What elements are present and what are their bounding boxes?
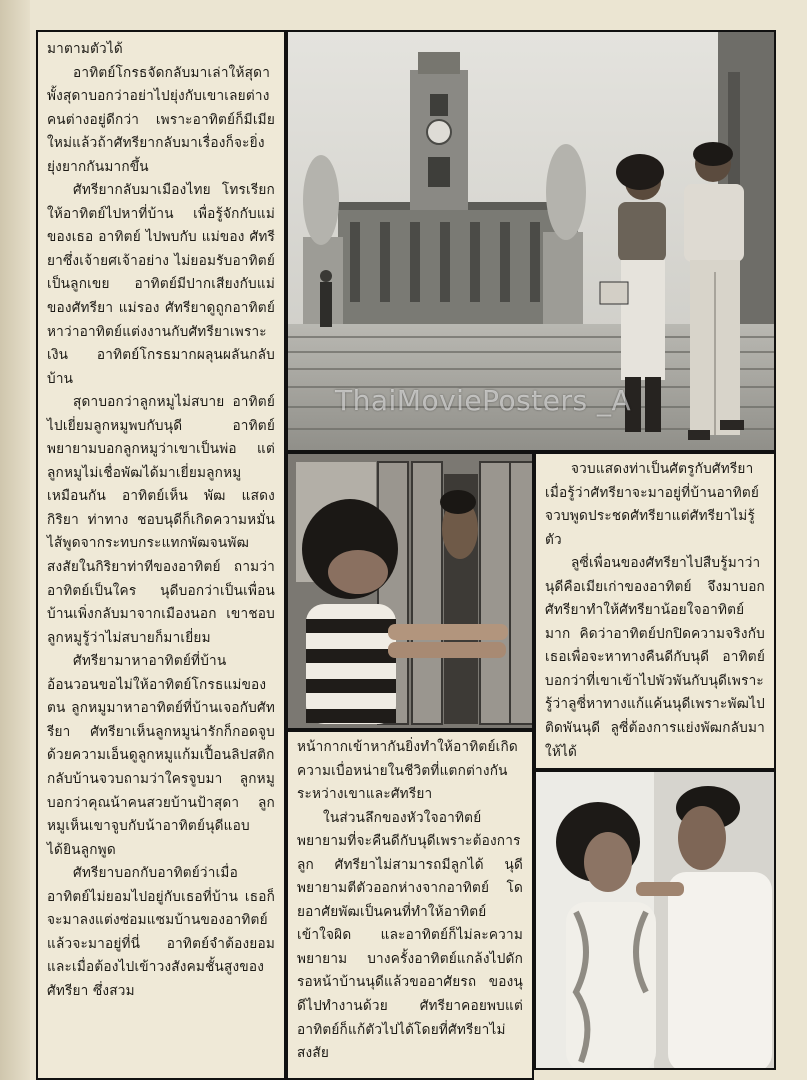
text-column-middle (286, 730, 534, 1080)
paragraph-middle-2: ในส่วนลึกของหัวใจอาทิตย์พยายามที่จะคืนดีกับนุดีเพราะต้องการลูก ศัทรียาไม่สามารถมีลูกได้ นุดีพยายามตีตัวออกห่างจากอาทิตย์ โดยอาศัยพัฒเป็นคนที่ทำให้อาทิตย์เข้าใจผิด และอาทิตย์ก็ไม่ละความพยายาม บางครั้งอาทิตย์แกล้งไปดักรอหน้าบ้านนุดีแล้วขออาศัยรถ ของนุดีไปทำงานด้วย ศัทรียาคอยพบแต่อาทิตย์ก็แก้ตัวไปได้โดยที่ศัทรียาไม่สงสัย (297, 809, 523, 1062)
paragraph-1: มาตามตัวได้ (47, 41, 123, 57)
paragraph-6: ศัทรียาบอกกับอาทิตย์ว่าเมื่ออาทิตย์ไม่ยอมไปอยู่กับเธอที่บ้าน เธอก็จะมาลงแต่งซ่อมแซมบ้านของอาทิตย์แล้วจะมาอยู่ที่นี่ อาทิตย์จำต้องยอมและเมื่อต้องไปเข้าวงสังคมชั้นสูงของศัทรียา ซึ่งสวม (47, 865, 275, 999)
page-edge (0, 0, 30, 1080)
photo-couple-closeup (534, 770, 776, 1070)
text-column-left (36, 30, 286, 1080)
photo-couple-steps (286, 30, 776, 452)
paragraph-right-2: ลูซี่เพื่อนของศัทรียาไปสืบรู้มาว่านุดีคือเมียเก่าของอาทิตย์ จึงมาบอกศัทรียาทำให้ศัทรียาน้อยใจอาทิตย์มาก คิดว่าอาทิตย์ปกปิดความจริงกับเธอเพื่อจะหาทางคืนดีกับนุดี อาทิตย์บอกว่าที่เขาเข้าไปพัวพันกับนุดีเพราะรู้ว่าลูซี่หาทางแก้แค้นนุดีเพราะพัฒไปติดพันนุดี ลูซี่ต้องการแย่งพัฒกลับมาให้ได้ (545, 555, 765, 760)
photo-boy-fence-image (288, 454, 534, 730)
paragraph-2: อาทิตย์โกรธจัดกลับมาเล่าให้สุดาพั้งสุดาบอกว่าอย่าไปยุ่งกับเขาเลยต่างคนต่างอยู่ดีกว่า เพราะอาทิตย์ก็มีเมียใหม่แล้วถ้าศัทรียากลับมาเรื่องก็จะยิ่งยุ่งยากกันมากขึ้น (47, 64, 275, 175)
photo-couple-closeup-image (536, 772, 776, 1070)
text-column-right (534, 452, 776, 770)
photo-boy-fence (286, 452, 534, 730)
watermark-text: ThaiMoviePosters _A (335, 384, 632, 417)
paragraph-middle-1: หน้ากากเข้าหากันยิ่งทำให้อาทิตย์เกิดความเบื่อหน่ายในชีวิตที่แตกต่างกันระหว่างเขาและศัทรียา (297, 739, 518, 803)
paragraph-4: สุดาบอกว่าลูกหมูไม่สบาย อาทิตย์ไปเยี่ยมลูกหมูพบกับนุดี อาทิตย์พยายามบอกลูกหมูว่าเขาเป็นพ่อ แต่ลูกหมูไม่เชื่อพัฒได้มาเยี่ยมลูกหมูเหมือนกัน อาทิตย์เห็น พัฒ แสดง กิริยา ท่าทาง ชอบนุดีก็เกิดความหมั่นไส้พูดจากระทบกระแทกพัฒจนพัฒสงสัยในกิริยาท่าทีของอาทิตย์ ถามว่าอาทิตย์เป็นใคร นุดีบอกว่าเป็นเพื่อนบ้านเพิ่งกลับมาจากเมืองนอก เขาชอบลูกหมูรู้ว่าไม่สบายก็มาเยี่ยม (47, 394, 275, 646)
paragraph-5: ศัทรียามาหาอาทิตย์ที่บ้านอ้อนวอนขอไม่ให้อาทิตย์โกรธแม่ของตน ลูกหมูมาหาอาทิตย์ที่บ้านเจอกับศัทรียา ศัทรียาเห็นลูกหมูน่ารักก็กอดจูบด้วยความเอ็นดูลูกหมูแก้มเปื้อนลิปสติกกลับบ้านจวบถามว่าใครจูบมา ลูกหมูบอกว่าคุณน้าคนสวยบ้านป้าสุดา ลูกหมูเห็นเขาจูบกับน้าอาทิตย์นุดีแอบได้ยินลูกพูด (47, 653, 275, 858)
paragraph-right-1: จวบแสดงท่าเป็นศัตรูกับศัทรียา เมื่อรู้ว่าศัทรียาจะมาอยู่ที่บ้านอาทิตย์ จวบพูดประชดศัทรียาแต่ศัทรียาไม่รู้ตัว (545, 461, 760, 548)
paragraph-3: ศัทรียากลับมาเมืองไทย โทรเรียกให้อาทิตย์ไปหาที่บ้าน เพื่อรู้จักกับแม่ของเธอ อาทิตย์ ไปพบกับ แม่ของ ศัทรียาซึ่งเจ้ายศเจ้าอย่าง ไม่ยอมรับอาทิตย์เป็นลูกเขย อาทิตย์มีปากเสียงกับแม่ของศัทรียา แม่รอง ศัทรียาดูถูกอาทิตย์หาว่าอาทิตย์แต่งงานกับศัทรียาเพราะเงิน อาทิตย์โกรธมากผลุนผลันกลับบ้าน (47, 182, 275, 387)
